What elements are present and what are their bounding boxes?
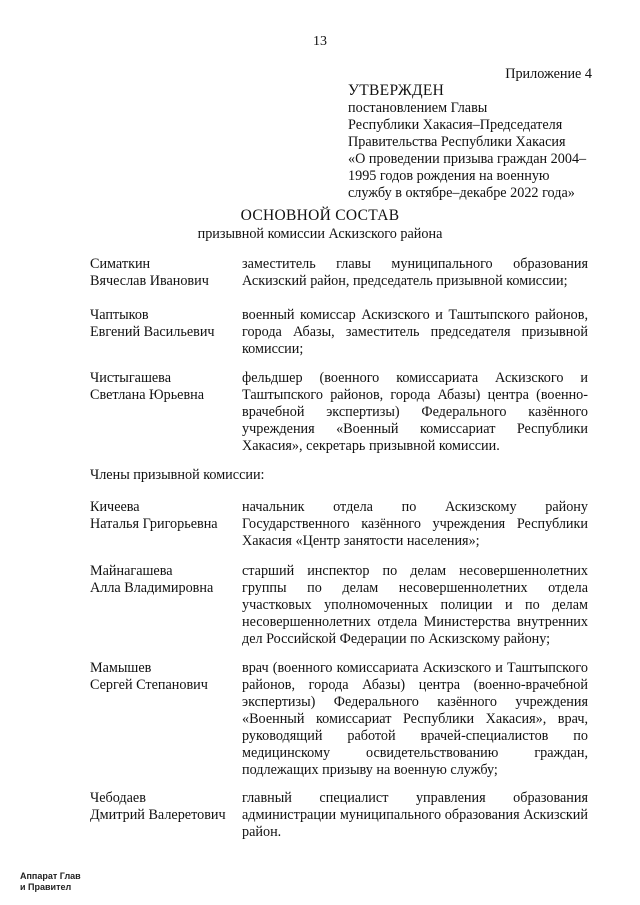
approval-line: 1995 годов рождения на военную [348, 168, 550, 184]
role-line: врачебной экспертизы) Федерального казённого [242, 404, 588, 420]
person-role [242, 370, 588, 455]
person-name [90, 370, 240, 404]
approval-line: службу в октябре–декабре 2022 года» [348, 185, 575, 201]
approval-line: постановлением Главы [348, 100, 488, 116]
surname: Симаткин [90, 256, 151, 272]
surname: Майнагашева [90, 563, 173, 579]
given-names: Дмитрий Валеретович [90, 807, 226, 823]
role-line: главный специалист управления образования [242, 790, 588, 806]
approval-line: Правительства Республики Хакасия [348, 134, 566, 150]
role-line: заместитель главы муниципального образования [242, 256, 588, 272]
surname: Чистыгашева [90, 370, 171, 386]
surname: Чаптыков [90, 307, 149, 323]
role-line: комиссии; [242, 341, 304, 357]
person-role [242, 307, 588, 358]
role-line: «Военный комиссариат Республики Хакасия», врач, [242, 711, 588, 727]
person-name [90, 790, 240, 824]
person-name [90, 307, 240, 341]
role-line: Аскизский район, председатель призывной комиссии; [242, 273, 568, 289]
stamp-line: и Правител [20, 882, 72, 892]
role-line: район. [242, 824, 282, 840]
person-name [90, 256, 240, 290]
approval-line: «О проведении призыва граждан 2004– [348, 151, 587, 167]
role-line: участковых уполномоченных полиции и по делам [242, 597, 588, 613]
role-line: медицинскому освидетельствованию граждан, [242, 745, 588, 761]
registry-stamp [20, 871, 81, 893]
role-line: подлежащих призыву на военную службу; [242, 762, 498, 778]
role-line: врач (военного комиссариата Аскизского и Таштыпского [242, 660, 588, 676]
surname: Кичеева [90, 499, 140, 515]
stamp-line: Аппарат Глав [20, 871, 81, 881]
surname: Мамышев [90, 660, 152, 676]
page-number: 13 [313, 34, 327, 49]
role-line: руководящий работой врачей-специалистов по [242, 728, 588, 744]
given-names: Евгений Васильевич [90, 324, 215, 340]
role-line: Хакасия «Центр занятости населения»; [242, 533, 480, 549]
given-names: Алла Владимировна [90, 580, 214, 596]
approval-heading: УТВЕРЖДЕН [348, 82, 445, 99]
person-role [242, 660, 588, 779]
members-heading: Члены призывной комиссии: [90, 467, 265, 483]
approval-line: Республики Хакасия–Председателя [348, 117, 563, 133]
given-names: Сергей Степанович [90, 677, 208, 693]
role-line: группы по делам несовершеннолетних отдела [242, 580, 588, 596]
approval-block [348, 82, 598, 202]
person-role [242, 790, 588, 841]
role-line: несовершеннолетних отдела Министерства внутренних [242, 614, 588, 630]
role-line: Хакасия», секретарь призывной комиссии. [242, 438, 500, 454]
person-role [242, 563, 588, 648]
document-title: ОСНОВНОЙ СОСТАВ [240, 207, 400, 224]
given-names: Наталья Григорьевна [90, 516, 218, 532]
person-name [90, 660, 240, 694]
role-line: районов, города Абазы) центра (военно-врачебной [242, 677, 588, 693]
given-names: Вячеслав Иванович [90, 273, 209, 289]
role-line: старший инспектор по делам несовершеннолетних [242, 563, 588, 579]
role-line: экспертизы) Федерального казённого учреждения [242, 694, 588, 710]
role-line: Государственного казённого учреждения Республики [242, 516, 588, 532]
person-name [90, 563, 240, 597]
appendix-label: Приложение 4 [505, 66, 592, 82]
surname: Чебодаев [90, 790, 146, 806]
role-line: города Абазы, заместитель председателя призывной [242, 324, 588, 340]
person-role [242, 256, 588, 290]
role-line: начальник отдела по Аскизскому району [242, 499, 588, 515]
role-line: учреждения «Военный комиссариат Республики [242, 421, 588, 437]
person-name [90, 499, 240, 533]
role-line: администрации муниципального образования Аскизский [242, 807, 588, 823]
role-line: фельдшер (военного комиссариата Аскизского и [242, 370, 588, 386]
document-subtitle: призывной комиссии Аскизского района [197, 226, 443, 242]
given-names: Светлана Юрьевна [90, 387, 205, 403]
role-line: дел Российской Федерации по Аскизскому району; [242, 631, 551, 647]
role-line: Таштыпского районов, города Абазы) центра (военно- [242, 387, 588, 403]
role-line: военный комиссар Аскизского и Таштыпского районов, [242, 307, 588, 323]
person-role [242, 499, 588, 550]
